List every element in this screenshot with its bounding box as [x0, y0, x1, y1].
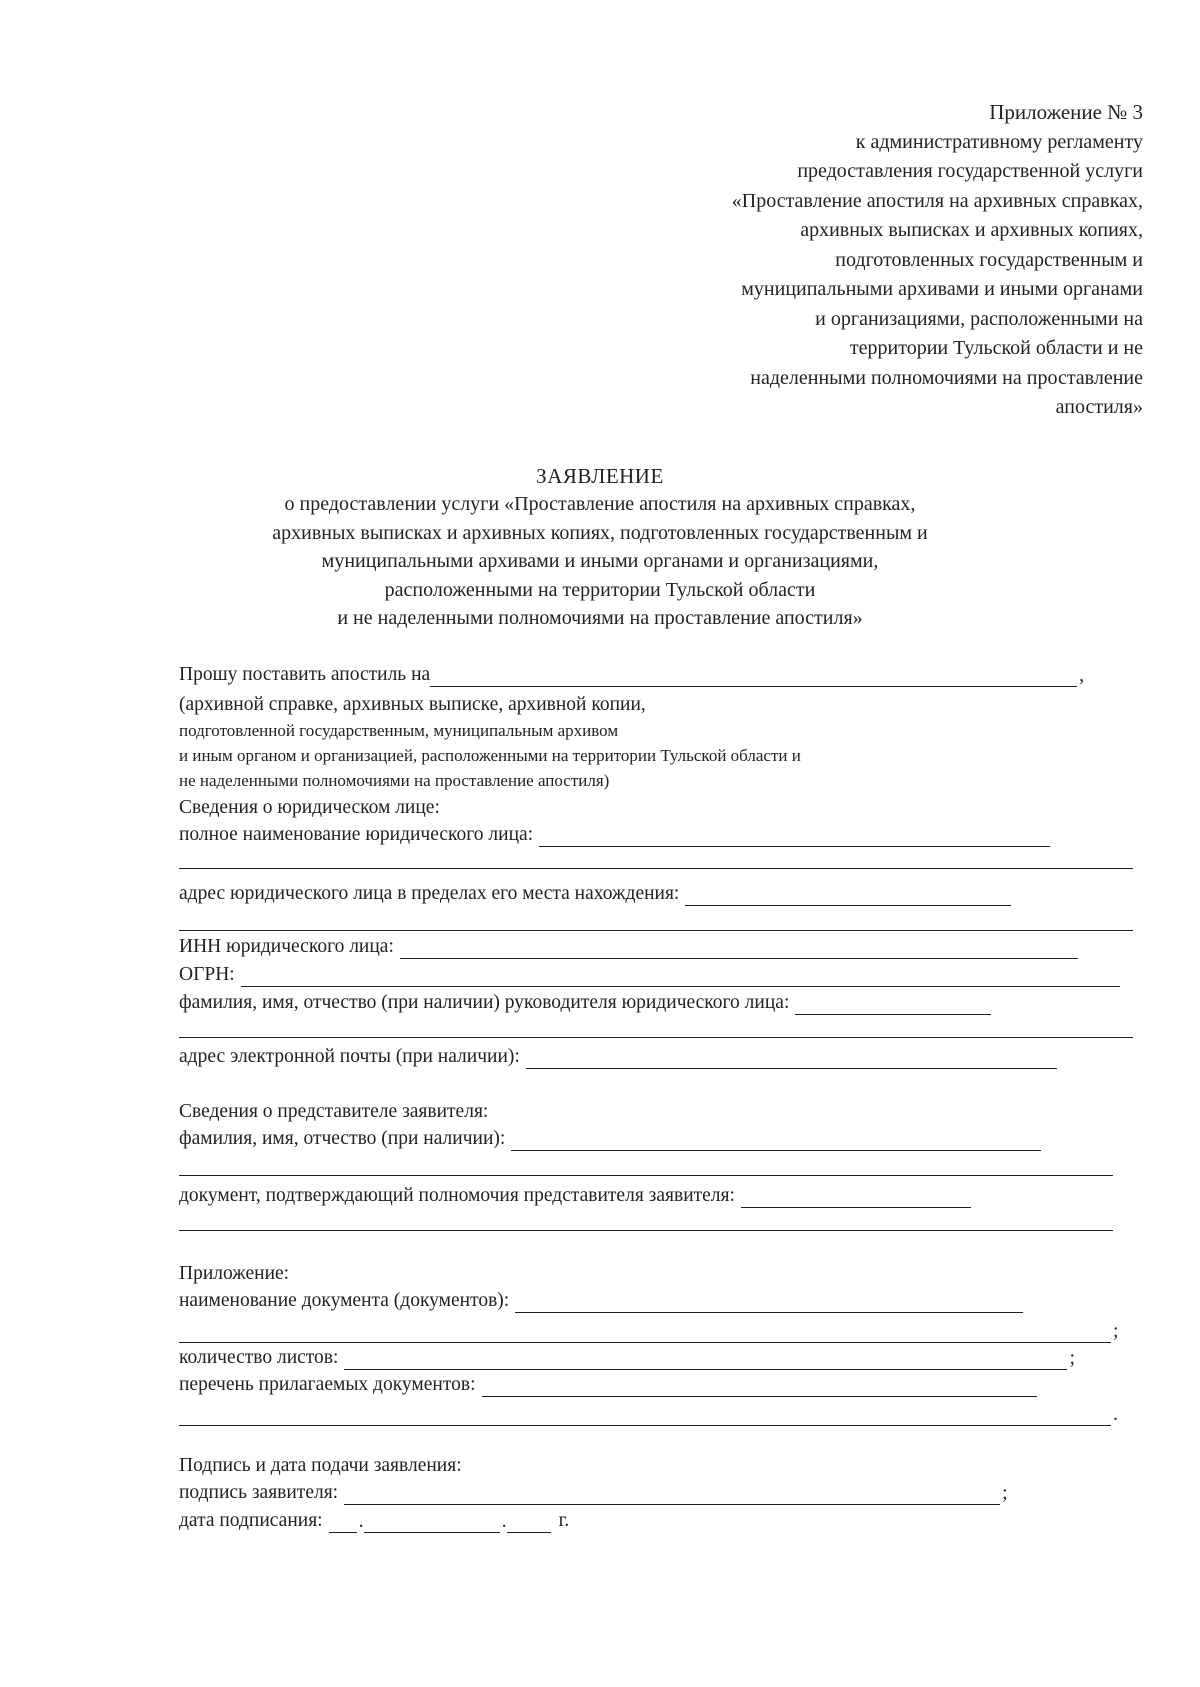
legal-address-label: адрес юридического лица в пределах его места нахождения:	[179, 883, 680, 904]
head-name-field[interactable]	[795, 996, 991, 1015]
representative-document-row	[179, 1184, 971, 1208]
signing-date-label: дата подписания:	[179, 1510, 323, 1531]
subtitle-line: муниципальными архивами и иными органами и организациями,	[321, 550, 879, 572]
doc-list-field-continued[interactable]	[179, 1407, 1111, 1426]
signing-year-field[interactable]	[507, 1514, 551, 1533]
signature-heading: Подпись и дата подачи заявления:	[179, 1455, 462, 1476]
email-row	[179, 1045, 1057, 1069]
date-separator: .	[358, 1510, 364, 1532]
request-comma: ,	[1079, 664, 1085, 686]
legal-name-field[interactable]	[539, 828, 1050, 847]
attachment-heading: Приложение:	[179, 1263, 290, 1284]
signature-label: подпись заявителя:	[179, 1482, 339, 1503]
request-document-field[interactable]	[430, 668, 1077, 687]
document-title: ЗАЯВЛЕНИЕ	[536, 464, 664, 488]
ogrn-label: ОГРН:	[179, 964, 235, 985]
pages-label: количество листов:	[179, 1347, 339, 1368]
legal-name-row	[179, 823, 1050, 847]
legal-name-field-continued[interactable]	[179, 868, 1133, 869]
header-line: муниципальными архивами и иными органами	[741, 278, 1143, 300]
doc-name-row	[179, 1289, 1023, 1313]
header-line: к административному регламенту	[855, 130, 1143, 153]
request-note: и иным органом и организацией, расположенными на территории Тульской области и	[179, 746, 801, 765]
header-line: архивных выписках и архивных копиях,	[800, 219, 1143, 241]
doc-list-label: перечень прилагаемых документов:	[179, 1374, 476, 1395]
signing-day-field[interactable]	[329, 1514, 357, 1533]
doc-list-field[interactable]	[482, 1378, 1037, 1397]
signing-month-field[interactable]	[364, 1514, 500, 1533]
doc-name-field-continued[interactable]	[179, 1324, 1111, 1343]
appendix-header	[523, 98, 1143, 423]
doc-name-label: наименование документа (документов):	[179, 1290, 510, 1311]
head-name-label: фамилия, имя, отчество (при наличии) руководителя юридического лица:	[179, 992, 790, 1013]
head-name-row	[179, 991, 991, 1015]
request-note: (архивной справке, архивных выписке, архивной копии,	[179, 694, 646, 715]
representative-name-field[interactable]	[511, 1132, 1041, 1151]
doc-name-field[interactable]	[515, 1294, 1023, 1313]
pages-semicolon: ;	[1069, 1347, 1075, 1369]
representative-name-row	[179, 1127, 1041, 1151]
representative-name-label: фамилия, имя, отчество (при наличии):	[179, 1128, 506, 1149]
legal-address-field[interactable]	[685, 887, 1011, 906]
email-field[interactable]	[526, 1050, 1057, 1069]
subtitle-line: расположенными на территории Тульской области	[384, 578, 816, 601]
subtitle-line: архивных выписках и архивных копиях, подготовленных государственным и	[272, 521, 928, 544]
signature-row	[179, 1481, 1008, 1505]
pages-row	[179, 1346, 1075, 1370]
inn-field[interactable]	[400, 940, 1078, 959]
header-line: «Проставление апостиля на архивных справках,	[731, 189, 1143, 212]
legal-entity-heading: Сведения о юридическом лице:	[179, 797, 440, 818]
representative-document-field[interactable]	[741, 1189, 971, 1208]
representative-document-label: документ, подтверждающий полномочия представителя заявителя:	[179, 1185, 735, 1206]
header-line: и организациями, расположенными на	[815, 307, 1143, 330]
header-line: апостиля»	[1055, 396, 1143, 418]
request-note: подготовленной государственным, муниципальным архивом	[179, 721, 619, 740]
email-label: адрес электронной почты (при наличии):	[179, 1046, 520, 1067]
legal-address-field-continued[interactable]	[179, 930, 1133, 931]
header-line: предоставления государственной услуги	[797, 160, 1143, 182]
subtitle-line: о предоставлении услуги «Проставление апостиля на архивных справках,	[284, 493, 916, 515]
doc-list-period: .	[1113, 1403, 1118, 1425]
pages-field[interactable]	[344, 1351, 1067, 1370]
legal-name-label: полное наименование юридического лица:	[179, 824, 534, 845]
representative-document-field-continued[interactable]	[179, 1230, 1113, 1231]
subtitle-line: и не наделенными полномочиями на проставление апостиля»	[337, 607, 863, 629]
inn-label: ИНН юридического лица:	[179, 936, 394, 957]
signature-semicolon: ;	[1002, 1482, 1008, 1504]
representative-heading: Сведения о представителе заявителя:	[179, 1101, 489, 1122]
doc-name-continued-row	[179, 1319, 1119, 1343]
document-subtitle	[160, 490, 1040, 633]
inn-row	[179, 935, 1078, 959]
signature-field[interactable]	[344, 1486, 1000, 1505]
signing-date-row	[179, 1509, 569, 1533]
head-name-field-continued[interactable]	[179, 1037, 1133, 1038]
doc-name-semicolon: ;	[1113, 1320, 1119, 1342]
header-line: наделенными полномочиями на проставление	[750, 366, 1143, 389]
doc-list-continued-row	[179, 1402, 1118, 1426]
request-row	[179, 663, 1084, 687]
ogrn-field[interactable]	[241, 968, 1120, 987]
ogrn-row	[179, 963, 1120, 987]
doc-list-row	[179, 1373, 1037, 1397]
request-note: не наделенными полномочиями на проставление апостиля)	[179, 771, 610, 790]
year-suffix: г.	[558, 1510, 570, 1531]
representative-name-field-continued[interactable]	[179, 1175, 1113, 1176]
header-line: территории Тульской области и не	[849, 337, 1143, 359]
header-line: подготовленных государственным и	[835, 248, 1143, 271]
legal-address-row	[179, 882, 1011, 906]
request-label: Прошу поставить апостиль на	[179, 664, 431, 685]
header-line: Приложение № 3	[989, 100, 1143, 124]
date-separator: .	[501, 1510, 507, 1532]
